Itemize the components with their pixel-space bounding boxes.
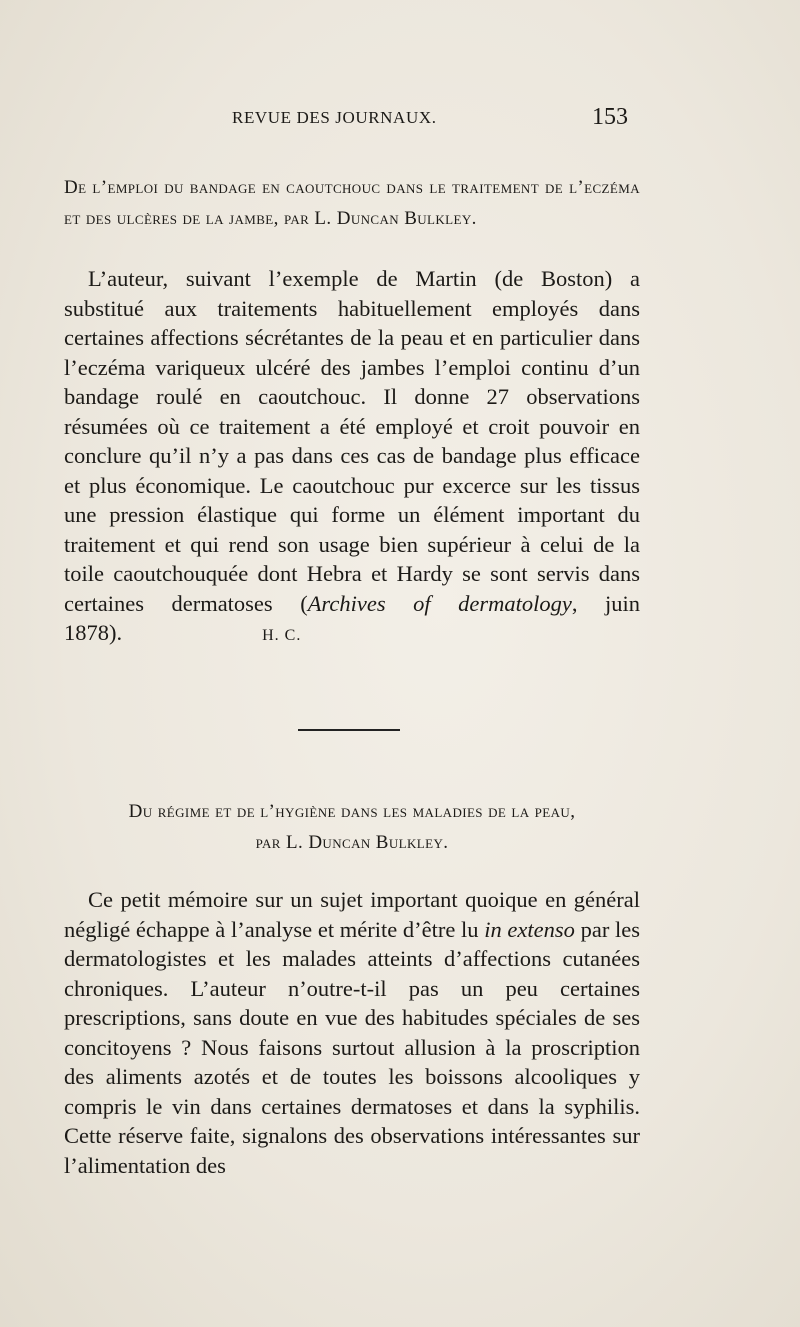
body-text-start: Ce petit mémoire sur un sujet important quoique en général négligé échappe à l’analyse et mérite d’être lu [64,887,640,942]
section-divider [298,729,400,731]
title-line-2: par L. Duncan Bulkley. [255,832,449,853]
body-text-rest: par les dermatologistes et les malades atteints d’affections cutanées chroniques. L’auteur n’outre-t-il pas un peu certaines prescriptions, sans doute en vue des habitudes spéciales de ses concitoyens ? Nous faisons surtout allusion à la proscription des aliments azotés et de toutes les boissons alcooliques y compris le vin dans certaines dermatoses et dans la syphilis. Cette réserve faite, signalons des observations intéressantes sur l’alimentation des [64,916,640,1178]
page-header [64,104,628,134]
body-text-end: , juin 1878). [64,590,640,645]
running-head: REVUE DES JOURNAUX. [232,108,437,127]
author-initials: H. C. [262,627,302,644]
article-body [64,885,640,1180]
article-regime-hygiene [64,796,640,1180]
title-line-1: Du régime et de l’hygiène dans les maladies de la peau, [128,801,576,822]
article-title [64,796,640,858]
article-bandage-eczema [64,172,640,651]
article-body [64,264,640,651]
emphasis-text: in extenso [484,916,575,942]
journal-citation: Archives of dermatology [307,590,572,616]
article-title: De l’emploi du bandage en caoutchouc dans le traitement de l’eczéma et des ulcères de la jambe, par L. Duncan Bulkley. [64,177,640,229]
page-number: 153 [592,104,628,130]
body-text: L’auteur, suivant l’exemple de Martin (de Boston) a substitué aux traitements habituellement employés dans certaines affections sécrétantes de la peau et en particulier dans l’eczéma variqueux ulcéré des jambes l’emploi continu d’un bandage roulé en caoutchouc. Il donne 27 observations résumées où ce traitement a été employé et croit pouvoir en conclure qu’il n’y a pas dans ces cas de bandage plus efficace et plus économique. Le caoutchouc pur excerce sur les tissus une pression élastique qui forme un élément important du traitement et qui rend son usage bien supérieur à celui de la toile caoutchouquée dont Hebra et Hardy se sont servis dans certaines dermatoses ( [64,266,640,616]
